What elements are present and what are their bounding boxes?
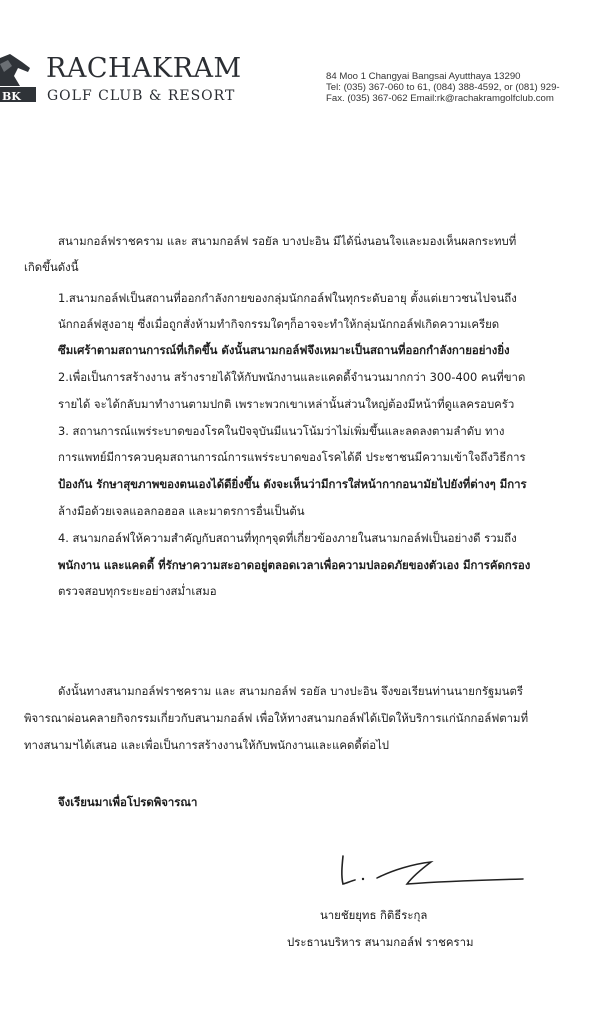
closing-line: จึงเรียนมาเพื่อโปรดพิจารณา: [58, 795, 198, 809]
request-line: พิจารณาผ่อนคลายกิจกรรมเกี่ยวกับสนามกอล์ฟ เพื่อให้ทางสนามกอล์ฟได้เปิดให้บริการแก่นักกอล์ฟตามที่: [24, 711, 529, 725]
point-line: 3. สถานการณ์แพร่ระบาดของโรคในปัจจุบันมีแนวโน้มว่าไม่เพิ่มขึ้นและลดลงตามลำดับ ทาง: [58, 424, 505, 438]
point-line: 2.เพื่อเป็นการสร้างงาน สร้างรายได้ให้กับพนักงานและแคดดี้จำนวนมากกว่า 300-400 คนที่ขาด: [58, 370, 526, 384]
intro-line: สนามกอล์ฟราชคราม และ สนามกอล์ฟ รอยัล บางปะอิน มีได้นิ่งนอนใจและมองเห็นผลกระทบที่: [58, 234, 517, 248]
point-line: นักกอล์ฟสูงอายุ ซึ่งเมื่อถูกสั่งห้ามทำกิจกรรมใดๆก็อาจจะทำให้กลุ่มนักกอล์ฟเกิดความเครียด: [58, 317, 500, 331]
request-line: ดังนั้นทางสนามกอล์ฟราชคราม และ สนามกอล์ฟ รอยัล บางปะอิน จึงขอเรียนท่านนายกรัฐมนตรี: [58, 684, 524, 698]
handwritten-signature: [333, 846, 533, 894]
request-line: ทางสนามฯได้เสนอ และเพื่อเป็นการสร้างงานให้กับพนักงานและแคดดี้ต่อไป: [24, 738, 390, 752]
point-line: พนักงาน และแคดดี้ ที่รักษาความสะอาดอยู่ตลอดเวลาเพื่อความปลอดภัยของตัวเอง มีการคัดกรอง: [58, 558, 531, 572]
point-line: ล้างมือด้วยเจลแอลกอฮอล และมาตรการอื่นเป็นต้น: [58, 504, 305, 518]
intro-line: เกิดขึ้นดังนี้: [24, 260, 79, 274]
tel-line: Tel: (035) 367-060 to 61, (084) 388-4592, or (081) 929-: [326, 82, 560, 93]
point-line: ซึมเศร้าตามสถานการณ์ที่เกิดขึ้น ดังนั้นสนามกอล์ฟจึงเหมาะเป็นสถานที่ออกกำลังกายอย่างยิ่ง: [58, 343, 510, 357]
brand-name: RACHAKRAM: [46, 53, 242, 84]
brand-subtitle: GOLF CLUB & RESORT: [47, 88, 236, 104]
contact-block: [326, 71, 614, 104]
letterhead: [0, 0, 614, 120]
point-line: 1.สนามกอล์ฟเป็นสถานที่ออกกำลังกายของกลุ่มนักกอล์ฟในทุกระดับอายุ ตั้งแต่เยาวชนไปจนถึง: [58, 291, 517, 305]
point-line: ตรวจสอบทุกระยะอย่างสม่ำเสมอ: [58, 584, 217, 598]
point-line: ป้องกัน รักษาสุขภาพของตนเองได้ดียิ่งขึ้น ดังจะเห็นว่ามีการใส่หน้ากากอนามัยไปยังที่ต่างๆ มีการ: [58, 477, 527, 491]
address-line: 84 Moo 1 Changyai Bangsai Ayutthaya 13290: [326, 71, 521, 82]
fax-email-line: Fax. (035) 367-062 Email:rk@rachakramgolfclub.com: [326, 93, 554, 104]
signer-title: ประธานบริหาร สนามกอล์ฟ ราชคราม: [287, 935, 474, 949]
signer-name: นายชัยยุทธ กิติธีระกุล: [320, 908, 428, 922]
point-line: 4. สนามกอล์ฟให้ความสำคัญกับสถานที่ทุกๆจุดที่เกี่ยวข้องภายในสนามกอล์ฟเป็นอย่างดี รวมถึง: [58, 531, 517, 545]
point-line: การแพทย์มีการควบคุมสถานการณ์การแพร่ระบาดของโรคได้ดี ประชาชนมีความเข้าใจถึงวิธีการ: [58, 450, 526, 464]
logo-initials: BK: [2, 90, 21, 103]
point-line: รายได้ จะได้กลับมาทำงานตามปกติ เพราะพวกเขาเหล่านั้นส่วนใหญ่ต้องมีหน้าที่ดูแลครอบครัว: [58, 397, 515, 411]
